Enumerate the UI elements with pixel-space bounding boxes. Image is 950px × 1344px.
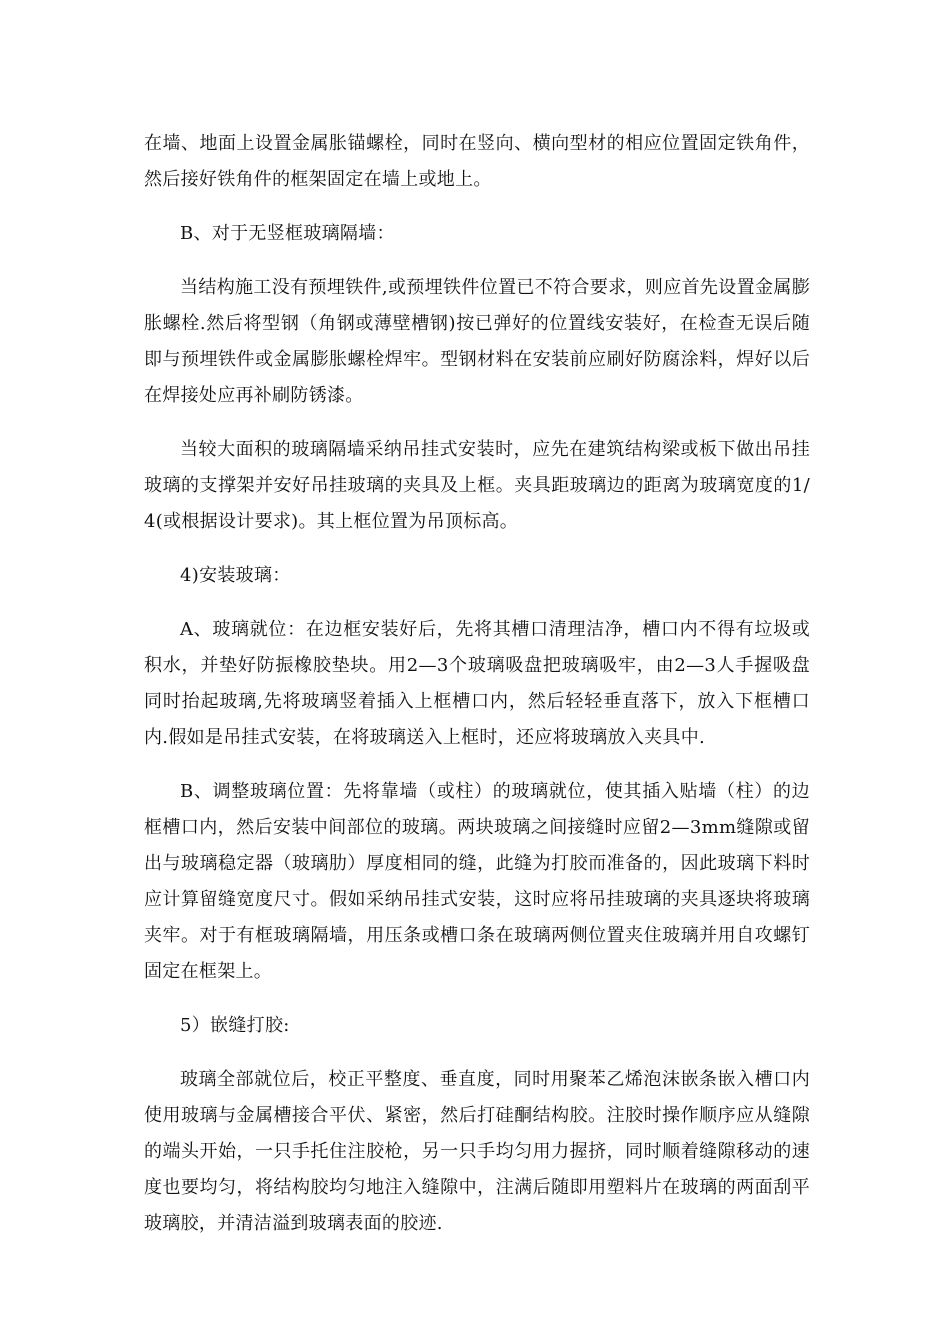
paragraph-caulking-process: 玻璃全部就位后，校正平整度、垂直度，同时用聚苯乙烯泡沫嵌条嵌入槽口内使用玻璃与金属槽接合平伏、紧密，然后打硅酮结构胶。注胶时操作顺序应从缝隙的端头开始，一只手托住注胶枪，另一只手均匀用力握挤，同时顺着缝隙移动的速度也要均匀，将结构胶均匀地注入缝隙中，注满后随即用塑料片在玻璃的两面刮平玻璃胶，并清洁溢到玻璃表面的胶迹.	[144, 1069, 810, 1234]
paragraph-continuation: 在墙、地面上设置金属胀锚螺栓，同时在竖向、横向型材的相应位置固定铁角件，然后接好铁角件的框架固定在墙上或地上。	[144, 133, 810, 190]
paragraph-expansion-bolt: 当结构施工没有预埋铁件,或预埋铁件位置已不符合要求，则应首先设置金属膨胀螺栓.然后将型钢（角钢或薄壁槽钢)按已弹好的位置线安装好，在检查无误后随即与预埋铁件或金属膨胀螺栓焊牢。型钢材料在安装前应刷好防腐涂料，焊好以后在焊接处应再补刷防锈漆。	[144, 277, 810, 406]
paragraph-glass-positioning: A、玻璃就位：在边框安装好后，先将其槽口清理洁净，槽口内不得有垃圾或积水，并垫好防振橡胶垫块。用2—3个玻璃吸盘把玻璃吸牢，由2—3人手握吸盘同时抬起玻璃,先将玻璃竖着插入上框槽口内，然后轻轻垂直落下，放入下框槽口内.假如是吊挂式安装，在将玻璃送入上框时，还应将玻璃放入夹具中.	[144, 619, 810, 748]
document-body	[144, 126, 810, 1260]
paragraph-heading-install-glass: 4)安装玻璃：	[180, 565, 291, 586]
paragraph-adjust-glass: B、调整玻璃位置：先将靠墙（或柱）的玻璃就位，使其插入贴墙（柱）的边框槽口内，然后安装中间部位的玻璃。两块玻璃之间接缝时应留2—3mm缝隙或留出与玻璃稳定器（玻璃肋）厚度相同的缝，此缝为打胶而准备的，因此玻璃下料时应计算留缝宽度尺寸。假如采纳吊挂式安装，这时应将吊挂玻璃的夹具逐块将玻璃夹牢。对于有框玻璃隔墙，用压条或槽口条在玻璃两侧位置夹住玻璃并用自攻螺钉固定在框架上。	[144, 781, 810, 982]
paragraph-heading-caulking: 5）嵌缝打胶:	[180, 1015, 290, 1036]
paragraph-hanging-install: 当较大面积的玻璃隔墙采纳吊挂式安装时，应先在建筑结构梁或板下做出吊挂玻璃的支撑架并安好吊挂玻璃的夹具及上框。夹具距玻璃边的距离为玻璃宽度的1/4(或根据设计要求)。其上框位置为吊顶标高。	[144, 439, 810, 532]
paragraph-heading-b-no-vertical-frame: B、对于无竖框玻璃隔墙：	[180, 223, 395, 244]
